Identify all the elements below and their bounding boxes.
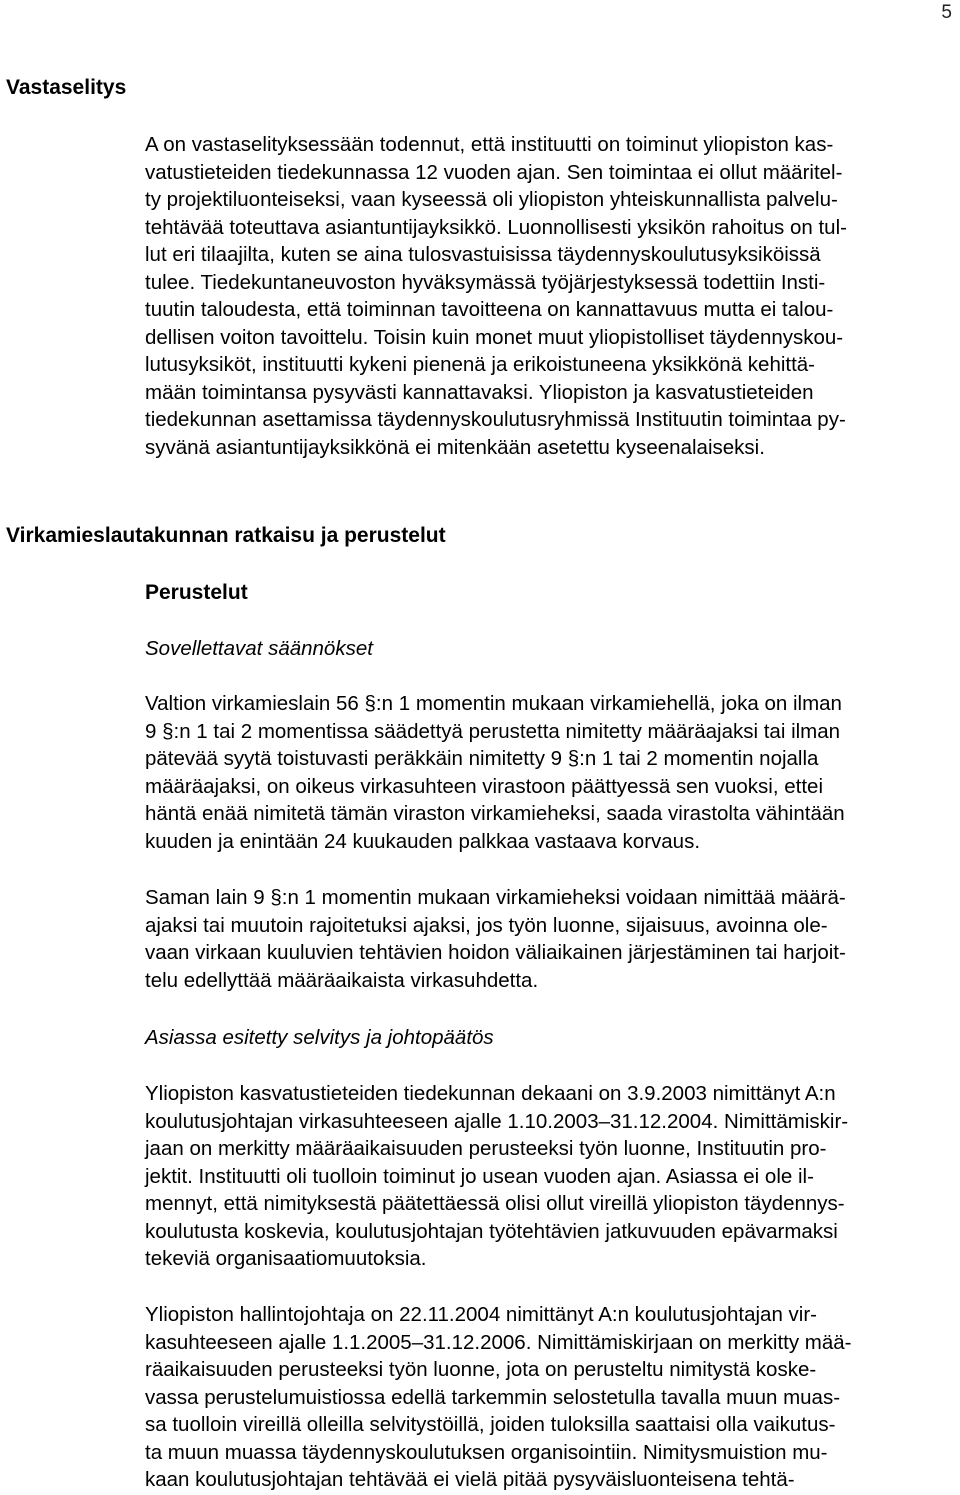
text-line: vaan virkaan kuuluvien tehtävien hoidon väliaikainen järjestäminen tai harjoit- — [145, 941, 846, 964]
heading-perustelut: Perustelut — [145, 581, 248, 604]
text-line: kasuhteeseen ajalle 1.1.2005–31.12.2006. Nimittämiskirjaan on merkitty mää- — [145, 1330, 852, 1354]
text-line: kaan koulutusjohtajan tehtävää ei vielä pitää pysyväisluonteisena tehtä- — [145, 1468, 795, 1491]
text-line: dellisen voiton tavoittelu. Toisin kuin monet muut yliopistolliset täydennyskou- — [145, 325, 844, 349]
text-line: A on vastaselityksessään todennut, että instituutti on toiminut yliopiston kas- — [145, 133, 834, 156]
text-line: lut eri tilaajilta, kuten se aina tulosvastuisissa täydennyskoulutusyksiköissä — [145, 243, 821, 266]
text-line: telu edellyttää määräaikaista virkasuhdetta. — [145, 968, 539, 992]
text-line: tuutin taloudesta, että toiminnan tavoitteena on kannattavuus mutta ei talou- — [145, 298, 834, 321]
heading-ratkaisu: Virkamieslautakunnan ratkaisu ja perustelut — [6, 524, 446, 547]
text-line: tulee. Tiedekuntaneuvoston hyväksymässä työjärjestyksessä todettiin Insti- — [145, 270, 826, 294]
text-line: pätevää syytä toistuvasti peräkkäin nimitetty 9 §:n 1 tai 2 momentin nojalla — [145, 747, 819, 770]
text-line: tekeviä organisaatiomuutoksia. — [145, 1247, 427, 1270]
text-line: tehtävää toteuttava asiantuntijayksikkö. Luonnollisesti yksikön rahoitus on tul- — [145, 215, 847, 239]
text-line: Yliopiston hallintojohtaja on 22.11.2004 nimittänyt A:n koulutusjohtajan vir- — [145, 1303, 817, 1326]
heading-sovellettavat: Sovellettavat säännökset — [145, 637, 373, 660]
text-line: jaan on merkitty määräaikaisuuden perusteeksi työn luonne, Instituutin pro- — [145, 1137, 827, 1160]
text-line: määräajaksi, on oikeus virkasuhteen virastoon päättyessä sen vuoksi, ettei — [145, 774, 824, 798]
text-line: Valtion virkamieslain 56 §:n 1 momentin mukaan virkamiehellä, joka on ilman — [145, 692, 842, 715]
text-line: jektit. Instituutti oli tuolloin toiminut jo usean vuoden ajan. Asiassa ei ole il- — [145, 1164, 814, 1188]
text-line: mennyt, että nimityksestä päätettäessä olisi ollut vireillä yliopiston täydennys- — [145, 1192, 845, 1215]
text-line: ta muun muassa täydennyskoulutuksen organisointiin. Nimitysmuistion mu- — [145, 1440, 828, 1464]
text-line: syvänä asiantuntijayksikkönä ei mitenkään asetettu kyseenalaiseksi. — [145, 435, 765, 459]
text-line: kuuden ja enintään 24 kuukauden palkkaa vastaava korvaus. — [145, 829, 701, 853]
text-line: vassa perustelumuistiossa edellä tarkemmin selostetulla tavalla muun muas- — [145, 1385, 841, 1409]
heading-vastaselitys: Vastaselitys — [6, 76, 127, 99]
text-line: häntä enää nimitetä tämän viraston virkamieheksi, saada virastolta vähintään — [145, 802, 845, 825]
text-line: räaikaisuuden perusteeksi työn luonne, jota on perusteltu nimitystä koske- — [145, 1358, 817, 1381]
paragraph-selvitys-2 — [145, 1301, 955, 1494]
text-line: koulutusjohtajan virkasuhteeseen ajalle 1.10.2003–31.12.2004. Nimittämiskir- — [145, 1109, 849, 1133]
text-line: 9 §:n 1 tai 2 momentissa säädettyä perustetta nimitetty määräajaksi tai ilman — [145, 719, 841, 743]
page-number: 5 — [941, 2, 952, 23]
text-line: ajaksi tai muutoin rajoitetuksi ajaksi, jos työn luonne, sijaisuus, avoinna ole- — [145, 913, 828, 937]
text-line: Saman lain 9 §:n 1 momentin mukaan virkamieheksi voidaan nimittää määrä- — [145, 886, 846, 909]
text-line: tiedekunnan asettamissa täydennyskoulutusryhmissä Instituutin toimintaa py- — [145, 408, 846, 431]
paragraph-selvitys-1 — [145, 1080, 955, 1273]
text-line: Yliopiston kasvatustieteiden tiedekunnan dekaani on 3.9.2003 nimittänyt A:n — [145, 1082, 836, 1105]
text-line: vatustieteiden tiedekunnassa 12 vuoden ajan. Sen toimintaa ei ollut määritel- — [145, 160, 843, 184]
text-line: mään toimintansa pysyvästi kannattavaksi. Yliopiston ja kasvatustieteiden — [145, 380, 814, 404]
text-line: koulutusta koskevia, koulutusjohtajan työtehtävien jatkuvuuden epävarmaksi — [145, 1219, 838, 1243]
paragraph-sovellettavat-1 — [145, 690, 955, 855]
text-line: ty projektiluonteiseksi, vaan kyseessä oli yliopiston yhteiskunnallista palvelu- — [145, 188, 838, 211]
paragraph-vastaselitys — [145, 131, 955, 461]
paragraph-sovellettavat-2 — [145, 884, 955, 994]
text-line: lutusyksiköt, instituutti kykeni pienenä ja erikoistuneena yksikkönä kehittä- — [145, 353, 816, 376]
heading-selvitys: Asiassa esitetty selvitys ja johtopäätös — [145, 1026, 494, 1049]
text-line: sa tuolloin vireillä olleilla selvitystöillä, joiden tuloksilla saattaisi olla vaikutus- — [145, 1413, 836, 1436]
